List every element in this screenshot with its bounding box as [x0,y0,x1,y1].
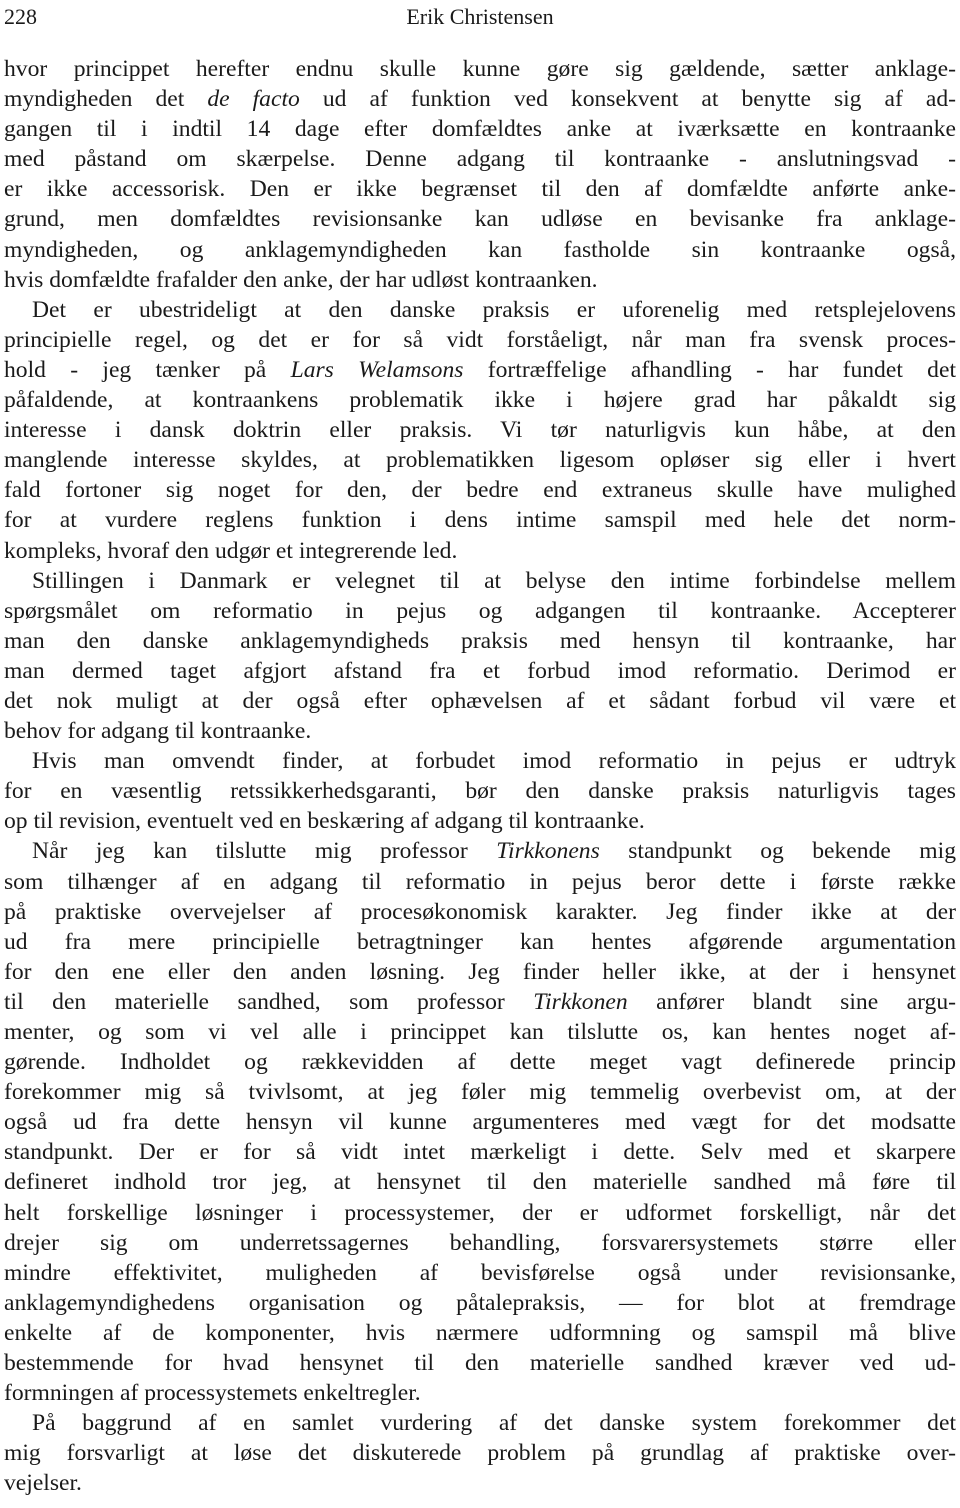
body-text [4,54,956,1499]
text-line: kompleks, hvoraf den udgør et integrerende led. [4,537,458,564]
text-line: myndigheden, og anklagemyndigheden kan fastholde sin kontraanke også, [4,236,956,263]
italic-name: de facto [207,86,300,113]
text-line: hvor princippet herefter endnu skulle kunne gøre sig gældende, sætter anklage- [4,56,956,82]
text-line: op til revision, eventuelt ved en beskæring af adgang til kontraanke. [4,808,645,835]
text-line: hold - jeg tænker på Lars Welamsons fortræffelige afhandling - har fundet det [4,356,956,383]
text-line: grund, men domfældtes revisionsanke kan udløse en bevisanke fra anklage- [4,206,956,233]
text-line: på praktiske overvejelser af procesøkonomisk karakter. Jeg finder ikke at der [4,898,956,925]
text-line: interesse i dansk doktrin eller praksis. Vi tør naturligvis kun håbe, at den [4,417,956,444]
text-line: for den ene eller den anden løsning. Jeg finder heller ikke, at der i hensynet [4,958,956,985]
text-line: til den materielle sandhed, som professor Tirkkonen anfører blandt sine argu- [4,988,956,1015]
text-line: for at vurdere reglens funktion i dens intime samspil med hele det norm- [4,507,956,534]
text-line: myndigheden det de facto ud af funktion ved konsekvent at benytte sig af ad- [4,86,956,113]
page-number: 228 [4,4,37,29]
text-line: På baggrund af en samlet vurdering af det danske system forekommer det [32,1410,956,1437]
paragraph [4,1408,956,1498]
text-line: med påstand om skærpelse. Denne adgang til kontraanke - anslutningsvad - [4,146,956,173]
paragraph [4,54,956,295]
text-line: for en væsentlig retssikkerhedsgaranti, bør den danske praksis naturligvis tages [4,778,956,805]
page-header [4,2,956,32]
text-line: gørende. Indholdet og rækkevidden af dette meget vagt definerede princip [4,1049,956,1076]
text-line: behov for adgang til kontraanke. [4,718,312,745]
text-line: defineret indhold tror jeg, at hensynet til den materielle sandhed må føre til [4,1169,956,1196]
text-line: formningen af processystemets enkeltregler. [4,1380,421,1407]
text-line: menter, og som vi vel alle i princippet kan tilslutte os, kan hentes noget af- [4,1019,956,1045]
text-line: Hvis man omvendt finder, at forbudet imod reformatio in pejus er udtryk [32,748,956,775]
text-line: spørgsmålet om reformatio in pejus og adgangen til kontraanke. Accepterer [4,597,956,624]
text-line: påfaldende, at kontraankens problematik ikke i højere grad har påkaldt sig [4,387,956,414]
text-line: standpunkt. Der er for så vidt intet mærkeligt i dette. Selv med et skarpere [4,1139,956,1166]
text-line: det nok muligt at der også efter ophævelsen af et sådant forbud vil være et [4,687,956,714]
text-line: bestemmende for hvad hensynet til den materielle sandhed kræver ved ud- [4,1350,956,1377]
text-line: fald fortoner sig noget for den, der bedre end extraneus skulle have mulighed [4,477,956,504]
paragraph [4,836,956,1408]
text-line: Når jeg kan tilslutte mig professor Tirkkonens standpunkt og bekende mig [32,838,956,865]
italic-name: Tirkkonen [533,988,628,1015]
text-line: man den danske anklagemyndigheds praksis med hensyn til kontraanke, har [4,627,956,654]
paragraph [4,746,956,836]
text-line: forekommer mig så tvivlsomt, at jeg føler mig temmelig overbevist om, at der [4,1079,956,1106]
text-line: som tilhænger af en adgang til reformatio in pejus beror dette i første række [4,868,956,895]
italic-name: Tirkkonens [496,838,600,865]
text-line: manglende interesse skyldes, at problematikken ligesom opløser sig eller i hvert [4,447,956,474]
text-line: principielle regel, og det er for så vidt forståeligt, når man fra svensk proces- [4,326,956,353]
text-line: helt forskellige løsninger i processystemer, der er udformet forskelligt, når det [4,1199,956,1226]
text-line: ud fra mere principielle betragtninger kan hentes afgørende argumentation [4,928,956,955]
paragraph [4,295,956,566]
text-line: hvis domfældte frafalder den anke, der har udløst kontraanken. [4,266,598,293]
text-line: gangen til i indtil 14 dage efter domfældtes anke at iværksætte en kontraanke [4,116,956,143]
text-line: enkelte af de komponenter, hvis nærmere udformning og samspil må blive [4,1319,956,1346]
text-line: mig forsvarligt at løse det diskuterede problem på grundlag af praktiske over- [4,1440,956,1467]
text-line: også ud fra dette hensyn vil kunne argumenteres med vægt for det modsatte [4,1109,956,1136]
text-line: anklagemyndighedens organisation og påtalepraksis, — for blot at fremdrage [4,1289,956,1316]
text-line: er ikke accessorisk. Den er ikke begrænset til den af domfældte anførte anke- [4,176,956,203]
running-head-author: Erik Christensen [406,4,554,29]
text-line: Det er ubestrideligt at den danske praksis er uforenelig med retsplejelovens [32,296,956,323]
text-line: Stillingen i Danmark er velegnet til at belyse den intime forbindelse mellem [32,567,956,594]
italic-name: Lars Welamsons [290,356,464,383]
paragraph [4,566,956,747]
text-line: vejelser. [4,1470,82,1497]
text-line: drejer sig om underretssagernes behandling, forsvarersystemets større eller [4,1229,956,1256]
text-line: man dermed taget afgjort afstand fra et forbud imod reformatio. Derimod er [4,657,956,684]
text-line: mindre effektivitet, muligheden af bevisførelse også under revisionsanke, [4,1259,956,1286]
